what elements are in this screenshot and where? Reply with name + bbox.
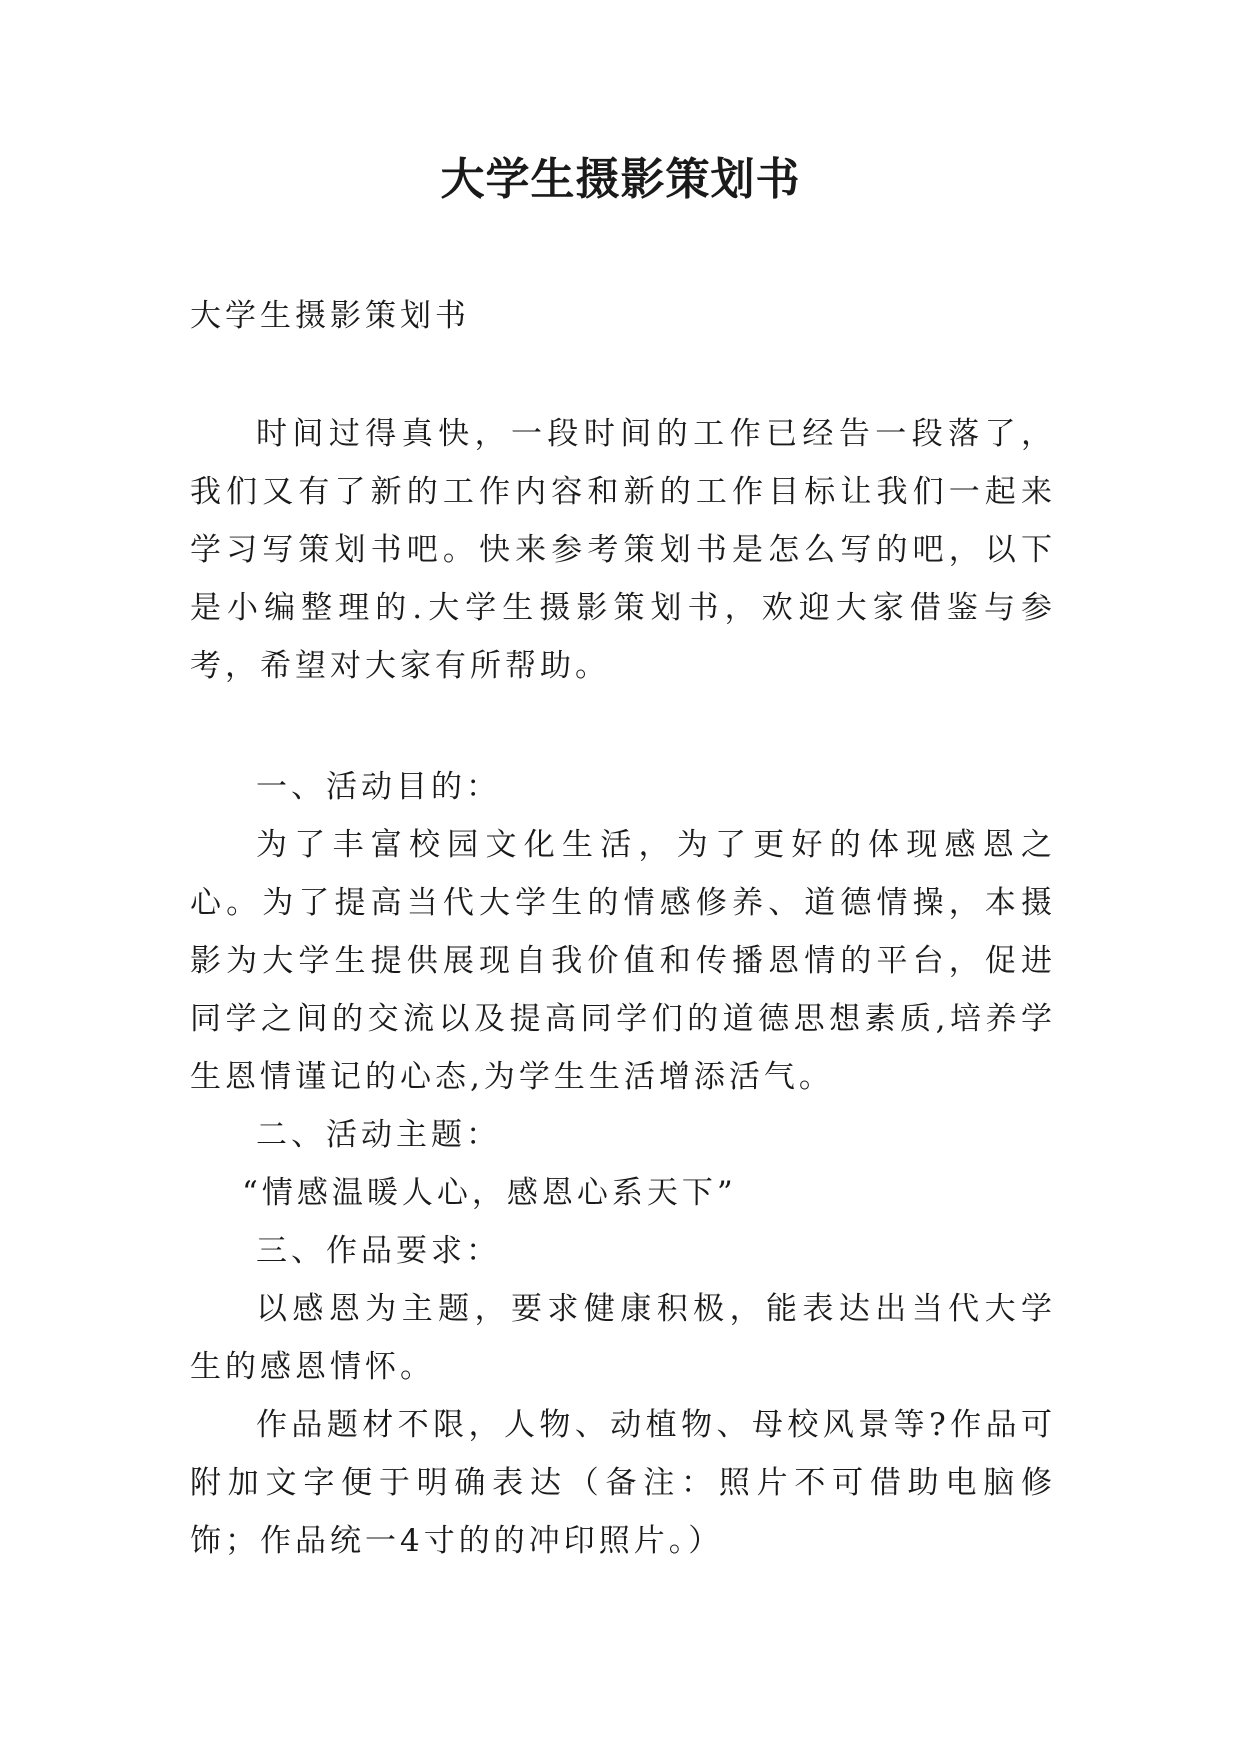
requirements-paragraph-2: 作品题材不限，人物、动植物、母校风景等?作品可附加文字便于明确表达（备注：照片不可借助电脑修饰；作品统一4寸的的冲印照片。） [190, 1407, 1056, 1559]
section-heading-requirements: 三、作品要求： [256, 1233, 501, 1269]
document-body [190, 287, 1056, 1570]
intro-paragraph: 时间过得真快，一段时间的工作已经告一段落了，我们又有了新的工作内容和新的工作目标让我们一起来学习写策划书吧。快来参考策划书是怎么写的吧，以下是小编整理的.大学生摄影策划书，欢迎大家借鉴与参考，希望对大家有所帮助。 [190, 416, 1056, 684]
purpose-paragraph: 为了丰富校园文化生活，为了更好的体现感恩之心。为了提高当代大学生的情感修养、道德情操，本摄影为大学生提供展现自我价值和传播恩情的平台，促进同学之间的交流以及提高同学们的道德思想素质,培养学生恩情谨记的心态,为学生生活增添活气。 [190, 827, 1056, 1095]
section-heading-purpose: 一、活动目的： [256, 769, 501, 805]
document-title: 大学生摄影策划书 [440, 154, 801, 205]
requirements-paragraph-1: 以感恩为主题，要求健康积极，能表达出当代大学生的感恩情怀。 [190, 1291, 1056, 1385]
section-heading-theme: 二、活动主题： [256, 1117, 501, 1153]
theme-quote: “情感温暖人心，感恩心系天下” [242, 1175, 737, 1211]
document-subtitle: 大学生摄影策划书 [190, 298, 470, 334]
